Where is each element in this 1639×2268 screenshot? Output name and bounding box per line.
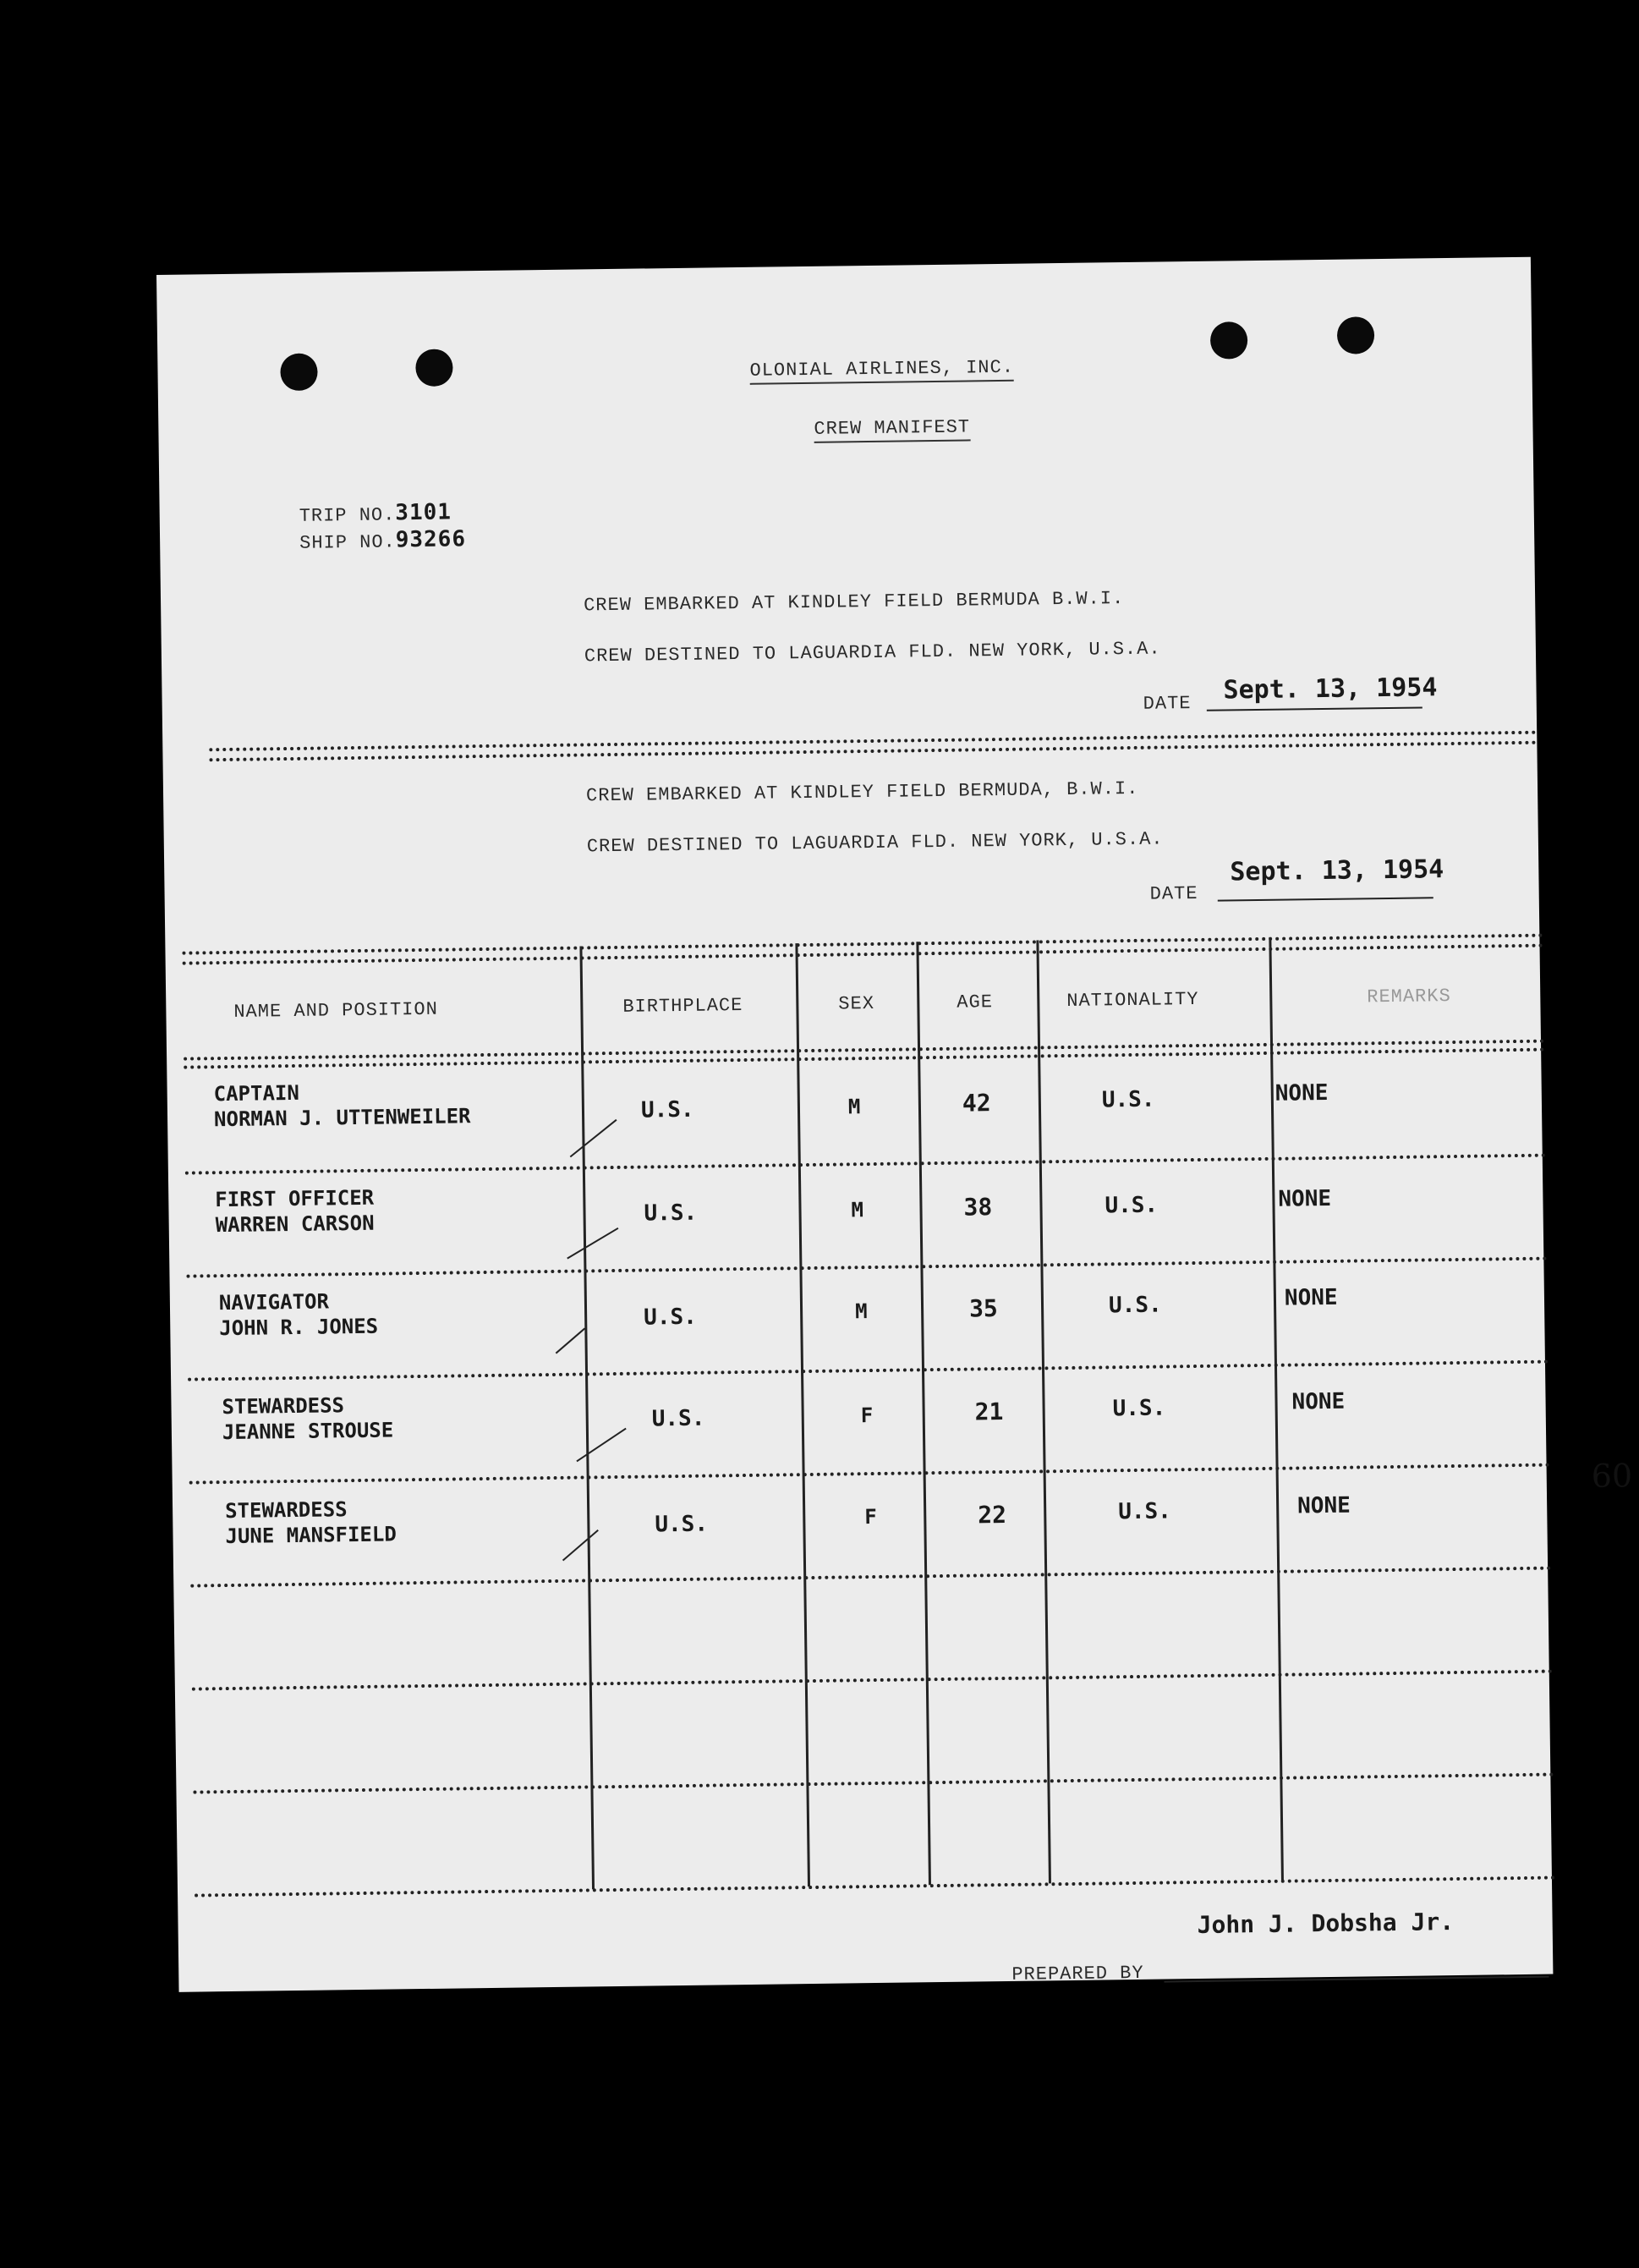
punch-hole-right-2 — [1337, 316, 1375, 354]
row-1-birthplace: U.S. — [640, 1096, 694, 1123]
header-remarks: REMARKS — [1367, 986, 1451, 1008]
date-value-1: Sept. 13, 1954 — [1223, 673, 1438, 706]
header-nationality: NATIONALITY — [1066, 988, 1199, 1012]
trip-number-value: 3101 — [395, 499, 452, 526]
table-top-rule — [182, 934, 1543, 955]
row-4-nationality: U.S. — [1112, 1395, 1166, 1422]
row-3-sex: M — [854, 1299, 868, 1324]
row-rule-6 — [192, 1670, 1554, 1691]
row-5-name: JUNE MANSFIELD — [225, 1522, 397, 1549]
row-3-nationality: U.S. — [1108, 1292, 1162, 1319]
row-4-sex: F — [860, 1403, 874, 1428]
row-3-age: 35 — [968, 1294, 999, 1323]
punch-hole-right-1 — [1210, 321, 1248, 360]
row-3-checkmark — [556, 1328, 585, 1354]
embarked-line-1: CREW EMBARKED AT KINDLEY FIELD BERMUDA B.W.I. — [583, 588, 1125, 617]
row-1-position: CAPTAIN — [213, 1080, 300, 1107]
row-rule-7 — [193, 1773, 1554, 1794]
manifest-page — [156, 257, 1633, 1992]
prepared-by-underline — [1164, 1976, 1549, 1983]
row-rule-4 — [189, 1463, 1551, 1485]
row-3-birthplace: U.S. — [643, 1304, 697, 1331]
date-underline-2 — [1218, 897, 1433, 901]
row-1-age: 42 — [962, 1089, 991, 1118]
table-bottom-rule — [195, 1876, 1556, 1897]
header-age: AGE — [957, 991, 994, 1013]
row-2-checkmark — [567, 1227, 618, 1260]
row-5-nationality: U.S. — [1118, 1498, 1172, 1525]
header-sex: SEX — [838, 992, 875, 1015]
col-line-4 — [1036, 940, 1051, 1883]
row-5-position: STEWARDESS — [224, 1497, 348, 1524]
page-number: 60 — [1591, 1457, 1633, 1495]
row-rule-1 — [185, 1154, 1547, 1175]
row-4-birthplace: U.S. — [651, 1405, 705, 1432]
punch-hole-left-1 — [280, 354, 318, 392]
prepared-by-signature: John J. Dobsha Jr. — [1197, 1908, 1455, 1940]
trip-number — [299, 499, 452, 526]
row-1-name: NORMAN J. UTTENWEILER — [213, 1104, 471, 1132]
prepared-by-label: PREPARED BY — [1011, 1962, 1144, 1985]
row-4-name: JEANNE STROUSE — [222, 1418, 394, 1445]
row-1-sex: M — [847, 1095, 861, 1119]
header-birthplace: BIRTHPLACE — [622, 994, 743, 1018]
row-2-remarks: NONE — [1278, 1185, 1332, 1212]
row-2-position: FIRST OFFICER — [215, 1185, 375, 1212]
punch-hole-left-2 — [415, 349, 453, 387]
row-1-checkmark — [570, 1119, 617, 1157]
date-underline-1 — [1207, 706, 1422, 711]
row-5-checkmark — [562, 1529, 599, 1561]
row-5-age: 22 — [978, 1500, 1007, 1529]
trip-number-label: TRIP NO. — [299, 504, 396, 527]
row-4-checkmark — [576, 1428, 626, 1463]
row-4-age: 21 — [974, 1398, 1004, 1426]
row-2-age: 38 — [963, 1193, 993, 1222]
divider-rule — [209, 731, 1537, 752]
destined-line-2: CREW DESTINED TO LAGUARDIA FLD. NEW YORK, U.S.A. — [586, 828, 1164, 858]
ship-number — [299, 526, 466, 554]
row-2-sex: M — [851, 1198, 864, 1222]
row-4-remarks: NONE — [1291, 1388, 1346, 1415]
row-rule-2 — [186, 1257, 1548, 1278]
col-line-1 — [579, 946, 595, 1889]
row-5-birthplace: U.S. — [655, 1511, 709, 1538]
date-label-1: DATE — [1143, 693, 1192, 715]
row-2-birthplace: U.S. — [644, 1200, 698, 1227]
header-name-position: NAME AND POSITION — [233, 998, 438, 1023]
row-2-name: WARREN CARSON — [215, 1211, 375, 1238]
row-1-remarks: NONE — [1274, 1079, 1329, 1107]
row-5-remarks: NONE — [1296, 1492, 1351, 1519]
col-line-3 — [916, 942, 931, 1885]
date-label-2: DATE — [1149, 882, 1198, 905]
row-5-sex: F — [864, 1504, 877, 1529]
col-line-2 — [795, 943, 810, 1886]
row-4-position: STEWARDESS — [222, 1393, 345, 1420]
row-2-nationality: U.S. — [1105, 1192, 1159, 1219]
row-3-position: NAVIGATOR — [218, 1289, 330, 1315]
table-top-rule-2 — [183, 944, 1544, 965]
row-rule-3 — [188, 1360, 1549, 1381]
ship-number-value: 93266 — [395, 526, 467, 553]
ship-number-label: SHIP NO. — [299, 531, 396, 554]
form-title: CREW MANIFEST — [814, 416, 970, 442]
row-3-remarks: NONE — [1284, 1284, 1338, 1311]
date-value-2: Sept. 13, 1954 — [1230, 854, 1444, 887]
destined-line-1: CREW DESTINED TO LAGUARDIA FLD. NEW YORK, U.S.A. — [584, 638, 1161, 667]
col-line-5 — [1269, 937, 1284, 1881]
row-3-name: JOHN R. JONES — [219, 1314, 379, 1341]
embarked-line-2: CREW EMBARKED AT KINDLEY FIELD BERMUDA, B.W.I. — [585, 777, 1139, 807]
row-1-nationality: U.S. — [1101, 1086, 1155, 1113]
divider-rule-2 — [209, 741, 1537, 762]
row-rule-5 — [190, 1567, 1552, 1588]
company-name: OLONIAL AIRLINES, INC. — [749, 357, 1014, 385]
